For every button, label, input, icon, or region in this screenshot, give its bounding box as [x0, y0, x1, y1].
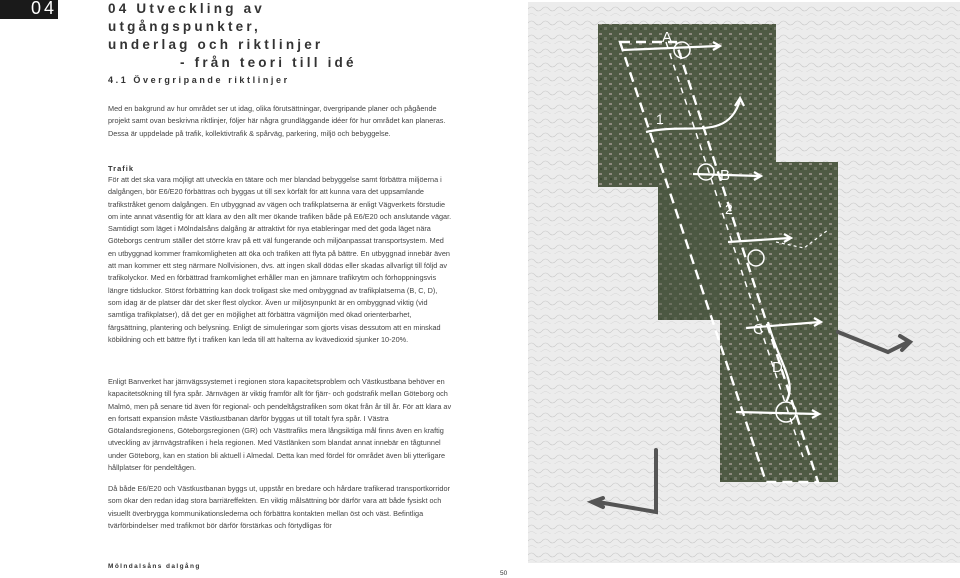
label-d: D — [772, 359, 783, 376]
trafik-paragraph-2: Enligt Banverket har järnvägssystemet i regionen stora kapacitetsproblem och Västkustbana behöver en kapacitetsökning till fyra spår. Järnvägen är viktig framför allt för fjärr- och godstrafik mellan Göteborg och Malmö, men på senare tid även för regional- och pendeltågstrafiken som ökat från år till år. För att klara av en fortsatt expansion måste Västkustbanan därför byggas ut till totalt fyra spår. I Västra Götalandsregionens, Göteborgsregionen (GR) och Västtrafiks mera långsiktiga mål finns även en kraftig utveckling av järnvägstrafiken i hela regionen. Med Västlänken som blandat annat innebär en tågtunnel under Göteborg, kan en station bli aktuell i Almedal. Detta kan med fördel för området även bli ytterligare hållplatser för pendeltågen. — [108, 377, 452, 473]
label-1: 1 — [656, 111, 664, 127]
label-c: C — [753, 321, 764, 338]
map-svg — [528, 2, 960, 563]
footer-title: Mölndalsåns dalgång — [108, 563, 201, 570]
trafik-heading: Trafik — [108, 164, 135, 173]
section-heading: 4.1 Övergripande riktlinjer — [108, 75, 290, 85]
label-2: 2 — [725, 201, 733, 217]
chapter-number-box — [0, 0, 58, 19]
title-line-1: 04 Utveckling av utgångspunkter, — [108, 1, 266, 34]
page-number: 50 — [500, 570, 508, 577]
aerial-photo-mid — [658, 187, 720, 320]
aerial-map — [528, 2, 960, 563]
trafik-paragraph-3: Då både E6/E20 och Västkustbanan byggs ut, uppstår en bredare och hårdare trafikerad transportkorridor som ökar den redan idag stora barriäreffekten. En viktig målsättning bör därför vara att både fysiskt och visuellt överbrygga kommunikationslederna och förbättra kontakten mellan öst och väst. Befintliga tvärförbindelser med trafikmot bör därför förstärkas och förtydligas för — [108, 484, 450, 530]
title-line-2: underlag och riktlinjer — [108, 37, 324, 52]
page-title — [108, 0, 408, 72]
trafik-paragraph-1: För att det ska vara möjligt att utveckla en tätare och mer blandad bebyggelse samt förbättra miljöerna i dalgången, bör E6/E20 förbättras och byggas ut till sex körfält för att kunna vara det uppsamlande trafikstråket genom dalgången. En utbyggnad av vägen och trafikplatserna är enligt Vägverkets förstudie om inte annat väsentlig för att klara av den allt mer ökande trafiken både på E6/E20 och anslutande vägar. Samtidigt som läget i Mölndalsåns dalgång är attraktivt för nya etableringar med det goda läget nära Göteborgs centrum ställer det större krav på ett väl fungerande och miljöanpassat transportsystem. Med en utbyggnad kommer framkomligheten att öka och trafiken att flyta på bättre. En utbyggnad innebär även att man kommer ett steg närmare Nollvisionen, dvs. att ingen skall dödas eller skadas allvarligt till följd av trafikolyckor. Med en förbättrad framkomlighet erhåller man en jämnare trafikrytm och förhoppningsvis längre tidsluckor. Störst förbättring kan dock troligast ske med ombyggnad av trafikplatserna (B, C, D), som idag är de platser där det sker flest olyckor. Även ur miljösynpunkt är en ombyggnad viktig (vid samtliga trafikplatser), då det ger en möjlighet att förbättra vägmiljön med ökad orienterbarhet, färgsättning, plantering och belysning. Enligt de simuleringar som gjorts visas dessutom att en minskad köbildning och ett bättre flyt i trafiken kan leda till att halterna av kvävedioxid sjunker 10-20%. — [108, 175, 452, 344]
label-a: A — [662, 29, 673, 46]
title-line-3: - från teori till idé — [180, 55, 357, 70]
chapter-number: 04 — [31, 0, 58, 18]
label-b: B — [720, 167, 731, 184]
intro-paragraph: Med en bakgrund av hur området ser ut idag, olika förutsättningar, övergripande planer och pågående projekt samt ovan beskrivna riktlinjer, följer här några grundläggande idéer för hur området kan planeras. Dessa är uppdelade på trafik, kollektivtrafik & spårväg, parkering, miljö och bebyggelse. — [108, 104, 446, 138]
